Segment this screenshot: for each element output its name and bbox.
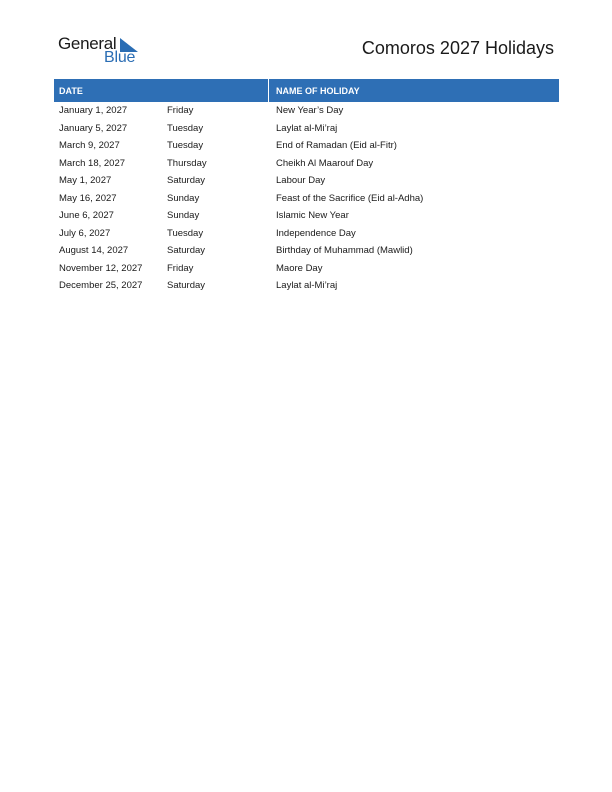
- table-row: [54, 242, 559, 260]
- row-holiday: Maore Day: [276, 262, 323, 274]
- row-date: June 6, 2027: [59, 210, 114, 222]
- row-day: Thursday: [167, 157, 207, 169]
- table-body: [54, 102, 559, 295]
- table-row: [54, 260, 559, 278]
- table-header: [54, 79, 559, 102]
- row-day: Friday: [167, 262, 194, 274]
- header-holiday-name: NAME OF HOLIDAY: [276, 85, 360, 96]
- row-holiday: Cheikh Al Maarouf Day: [276, 157, 374, 169]
- row-day: Saturday: [167, 175, 206, 187]
- row-holiday: Islamic New Year: [276, 210, 349, 222]
- row-date: May 16, 2027: [59, 192, 117, 204]
- table-row: [54, 225, 559, 243]
- row-day: Sunday: [167, 192, 200, 204]
- table-row: [54, 120, 559, 138]
- generalblue-logo: [58, 34, 148, 68]
- row-date: August 14, 2027: [59, 245, 129, 257]
- table-row: [54, 137, 559, 155]
- row-holiday: End of Ramadan (Eid al-Fitr): [276, 140, 397, 152]
- row-day: Tuesday: [167, 122, 204, 134]
- row-holiday: Birthday of Muhammad (Mawlid): [276, 245, 413, 257]
- table-row: [54, 190, 559, 208]
- row-date: March 9, 2027: [59, 140, 120, 152]
- page-title: Comoros 2027 Holidays: [361, 38, 554, 58]
- header-date: DATE: [54, 79, 269, 102]
- row-date: January 5, 2027: [59, 122, 128, 134]
- row-day: Tuesday: [167, 227, 204, 239]
- row-day: Friday: [167, 105, 194, 117]
- row-day: Saturday: [167, 280, 206, 292]
- row-holiday: New Year’s Day: [276, 105, 344, 117]
- row-holiday: Labour Day: [276, 175, 326, 187]
- table-row: [54, 277, 559, 295]
- table-row: [54, 155, 559, 173]
- row-date: July 6, 2027: [59, 227, 111, 239]
- row-date: March 18, 2027: [59, 157, 126, 169]
- row-day: Tuesday: [167, 140, 204, 152]
- row-date: January 1, 2027: [59, 105, 128, 117]
- logo-word-blue: Blue: [104, 49, 136, 66]
- row-holiday: Laylat al-Mi’raj: [276, 280, 338, 292]
- logo-word-general: General: [58, 34, 117, 53]
- row-date: May 1, 2027: [59, 175, 112, 187]
- table-row: [54, 207, 559, 225]
- row-day: Sunday: [167, 210, 200, 222]
- holiday-table: [54, 79, 559, 295]
- row-holiday: Feast of the Sacrifice (Eid al-Adha): [276, 192, 424, 204]
- table-row: [54, 172, 559, 190]
- row-holiday: Laylat al-Mi’raj: [276, 122, 338, 134]
- row-day: Saturday: [167, 245, 206, 257]
- row-holiday: Independence Day: [276, 227, 356, 239]
- table-row: [54, 102, 559, 120]
- row-date: December 25, 2027: [59, 280, 143, 292]
- row-date: November 12, 2027: [59, 262, 143, 274]
